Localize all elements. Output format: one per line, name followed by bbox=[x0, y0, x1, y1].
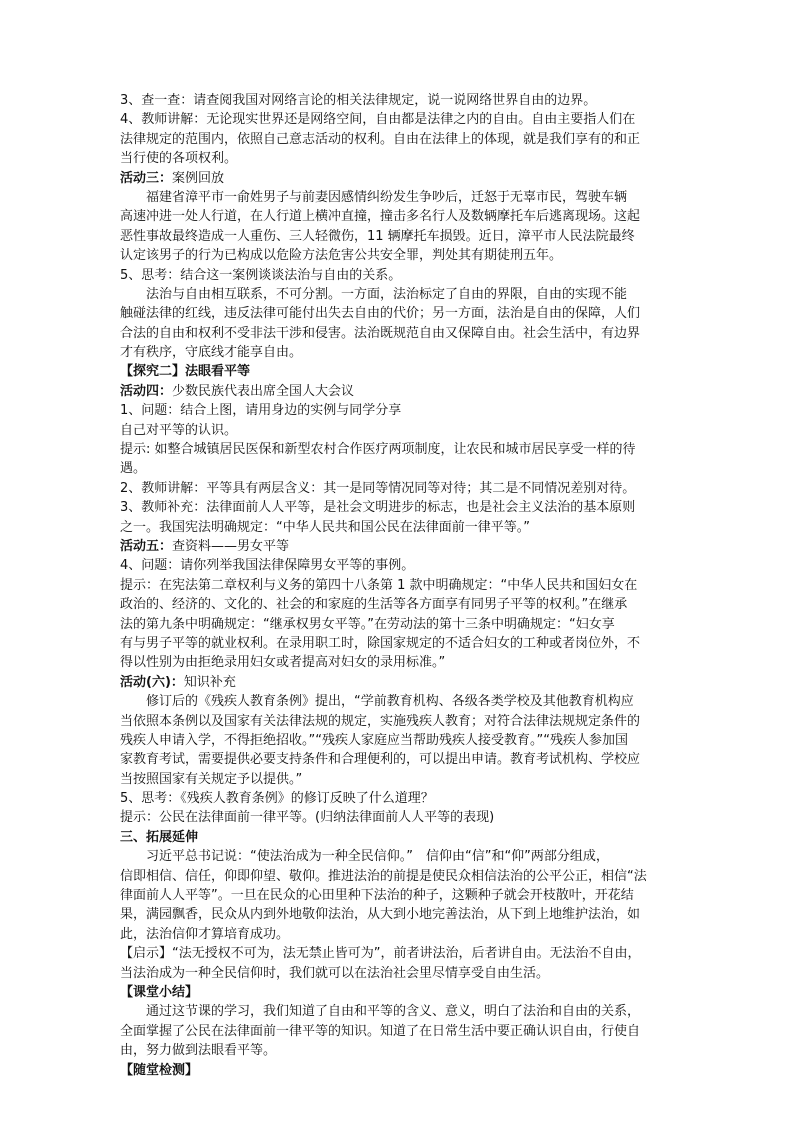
text-line: 果，满园飘香，民众从内到外地敬仰法治，从大到小地完善法治，从下到上地维护法治，如 bbox=[120, 907, 641, 923]
text-line: 之一。我国宪法明确规定：“中华人民共和国公民在法律面前一律平等。” bbox=[120, 519, 530, 535]
text-line: 才有秩序，守底线才能享自由。 bbox=[120, 345, 303, 361]
text-line: 3、查一查：请查阅我国对网络言论的相关法律规定，说一说网络世界自由的边界。 bbox=[120, 93, 597, 108]
text-line: 恶性事故最终造成一人重伤、三人轻微伤，11 辆摩托车损毁。近日，漳平市人民法院最终 bbox=[120, 228, 635, 244]
text-line: 由，努力做到法眼看平等。 bbox=[120, 1043, 277, 1059]
text-line: 律面前人人平等”。一旦在民众的心田里种下法治的种子，这颗种子就会开枝散叶，开花结 bbox=[120, 888, 634, 904]
text-line: 家教育考试，需要提供必要支持条件和合理便利的，可以提出申请。教育考试机构、学校应 bbox=[120, 752, 641, 768]
text-line: 此，法治信仰才算培育成功。 bbox=[120, 926, 290, 942]
text-line: 当按照国家有关规定予以提供。” bbox=[120, 771, 303, 787]
activity-title: 查资料——男女平等 bbox=[172, 538, 290, 554]
text-line: 残疾人申请入学，不得拒绝招收。”“残疾人家庭应当帮助残疾人接受教育。”“残疾人参加国 bbox=[120, 732, 628, 748]
text-line: 政治的、经济的、文化的、社会的和家庭的生活等各方面享有同男子平等的权利。”在继承 bbox=[120, 597, 628, 613]
document-page bbox=[120, 91, 682, 1080]
text-line: 合法的自由和权利不受非法干涉和侵害。法治既规范自由又保障自由。社会生活中，有边界 bbox=[120, 325, 641, 341]
text-line: 提示: 如整合城镇居民医保和新型农村合作医疗两项制度，让农民和城市居民享受一样的待 bbox=[120, 442, 636, 458]
text-line: 通过这节课的学习，我们知道了自由和平等的含义、意义，明白了法治和自由的关系， bbox=[146, 1004, 641, 1020]
text-line: 【课堂小结】 bbox=[120, 984, 199, 1000]
text-line: 高速冲进一处人行道，在人行道上横冲直撞，撞击多名行人及数辆摩托车后逃离现场。这起 bbox=[120, 209, 641, 225]
text-line: 4、问题：请你列举我国法律保障男女平等的事例。 bbox=[120, 558, 415, 574]
text-line: 1、问题：结合上图，请用身边的实例与同学分享 bbox=[120, 403, 402, 419]
text-line: 5、思考：《残疾人教育条例》的修订反映了什么道理？ bbox=[120, 791, 434, 807]
text-line bbox=[120, 382, 682, 401]
text-line: 当法治成为一种全民信仰时，我们就可以在法治社会里尽情享受自由生活。 bbox=[120, 965, 550, 981]
text-line: 3、教师补充：法律面前人人平等，是社会文明进步的标志，也是社会主义法治的基本原则 bbox=[120, 500, 636, 516]
text-line: 自己对平等的认识。 bbox=[120, 422, 238, 438]
text-line: 修订后的《残疾人教育条例》提出，“学前教育机构、各级各类学校及其他教育机构应 bbox=[146, 694, 634, 710]
activity-title: 知识补充 bbox=[183, 674, 236, 690]
activity-title: 少数民族代表出席全国人大会议 bbox=[172, 383, 355, 399]
text-line: 遇。 bbox=[120, 461, 147, 477]
text-line: 得以性别为由拒绝录用妇女或者提高对妇女的录用标准。” bbox=[120, 655, 446, 671]
text-line: 习近平总书记说：“使法治成为一种全民信仰。” 信仰由“信”和“仰”两部分组成， bbox=[146, 849, 609, 865]
text-line bbox=[120, 673, 682, 692]
text-line: 三、拓展延伸 bbox=[120, 829, 199, 845]
text-line: 【启示】“法无授权不可为，法无禁止皆可为”，前者讲法治，后者讲自由。无法治不自由， bbox=[120, 946, 641, 962]
activity-label: 活动三： bbox=[120, 170, 173, 186]
text-line: 5、思考：结合这一案例谈谈法治与自由的关系。 bbox=[120, 267, 402, 283]
text-line: 福建省漳平市一俞姓男子与前妻因感情纠纷发生争吵后，迁怒于无辜市民，驾驶车辆 bbox=[146, 189, 628, 205]
activity-title: 案例回放 bbox=[172, 170, 225, 186]
activity-label: 活动(六)： bbox=[120, 674, 184, 690]
activity-label: 活动四： bbox=[120, 383, 173, 399]
text-line: 当依照本条例以及国家有关法律法规的规定，实施残疾人教育；对符合法律法规规定条件的 bbox=[120, 713, 641, 729]
text-line: 法的第九条中明确规定：“继承权男女平等。”在劳动法的第十三条中明确规定：“妇女享 bbox=[120, 616, 615, 632]
text-line bbox=[120, 169, 682, 188]
activity-label: 活动五： bbox=[120, 538, 173, 554]
text-line: 提示：公民在法律面前一律平等。(归纳法律面前人人平等的表现) bbox=[120, 810, 495, 826]
text-line: 法律规定的范围内，依照自己意志活动的权利。自由在法律上的体现，就是我们享有的和正 bbox=[120, 131, 641, 147]
text-line: 信即相信、信任，仰即仰望、敬仰。推进法治的前提是使民众相信法治的公平公正，相信“法 bbox=[120, 868, 647, 884]
text-line: 法治与自由相互联系，不可分割。一方面，法治标定了自由的界限，自由的实现不能 bbox=[146, 286, 628, 302]
text-line: 4、教师讲解：无论现实世界还是网络空间，自由都是法律之内的自由。自由主要指人们在 bbox=[120, 112, 636, 128]
text-line: 提示：在宪法第二章权利与义务的第四十八条第 1 款中明确规定：“中华人民共和国妇女在 bbox=[120, 577, 638, 593]
text-line bbox=[120, 537, 682, 556]
text-line: 有与男子平等的就业权利。在录用职工时，除国家规定的不适合妇女的工种或者岗位外，不 bbox=[120, 635, 641, 651]
text-line: 当行使的各项权利。 bbox=[120, 151, 238, 167]
text-line: 【探究二】法眼看平等 bbox=[120, 364, 251, 380]
text-line: 2、教师讲解：平等具有两层含义：其一是同等情况同等对待；其二是不同情况差别对待。 bbox=[120, 480, 636, 496]
text-line: 【随堂检测】 bbox=[120, 1062, 199, 1078]
text-line: 全面掌握了公民在法律面前一律平等的知识。知道了在日常生活中要正确认识自由，行使自 bbox=[120, 1023, 641, 1039]
text-line: 触碰法律的红线，违反法律可能付出失去自由的代价；另一方面，法治是自由的保障，人们 bbox=[120, 306, 641, 322]
text-line: 认定该男子的行为已构成以危险方法危害公共安全罪，判处其有期徒刑五年。 bbox=[120, 248, 563, 264]
